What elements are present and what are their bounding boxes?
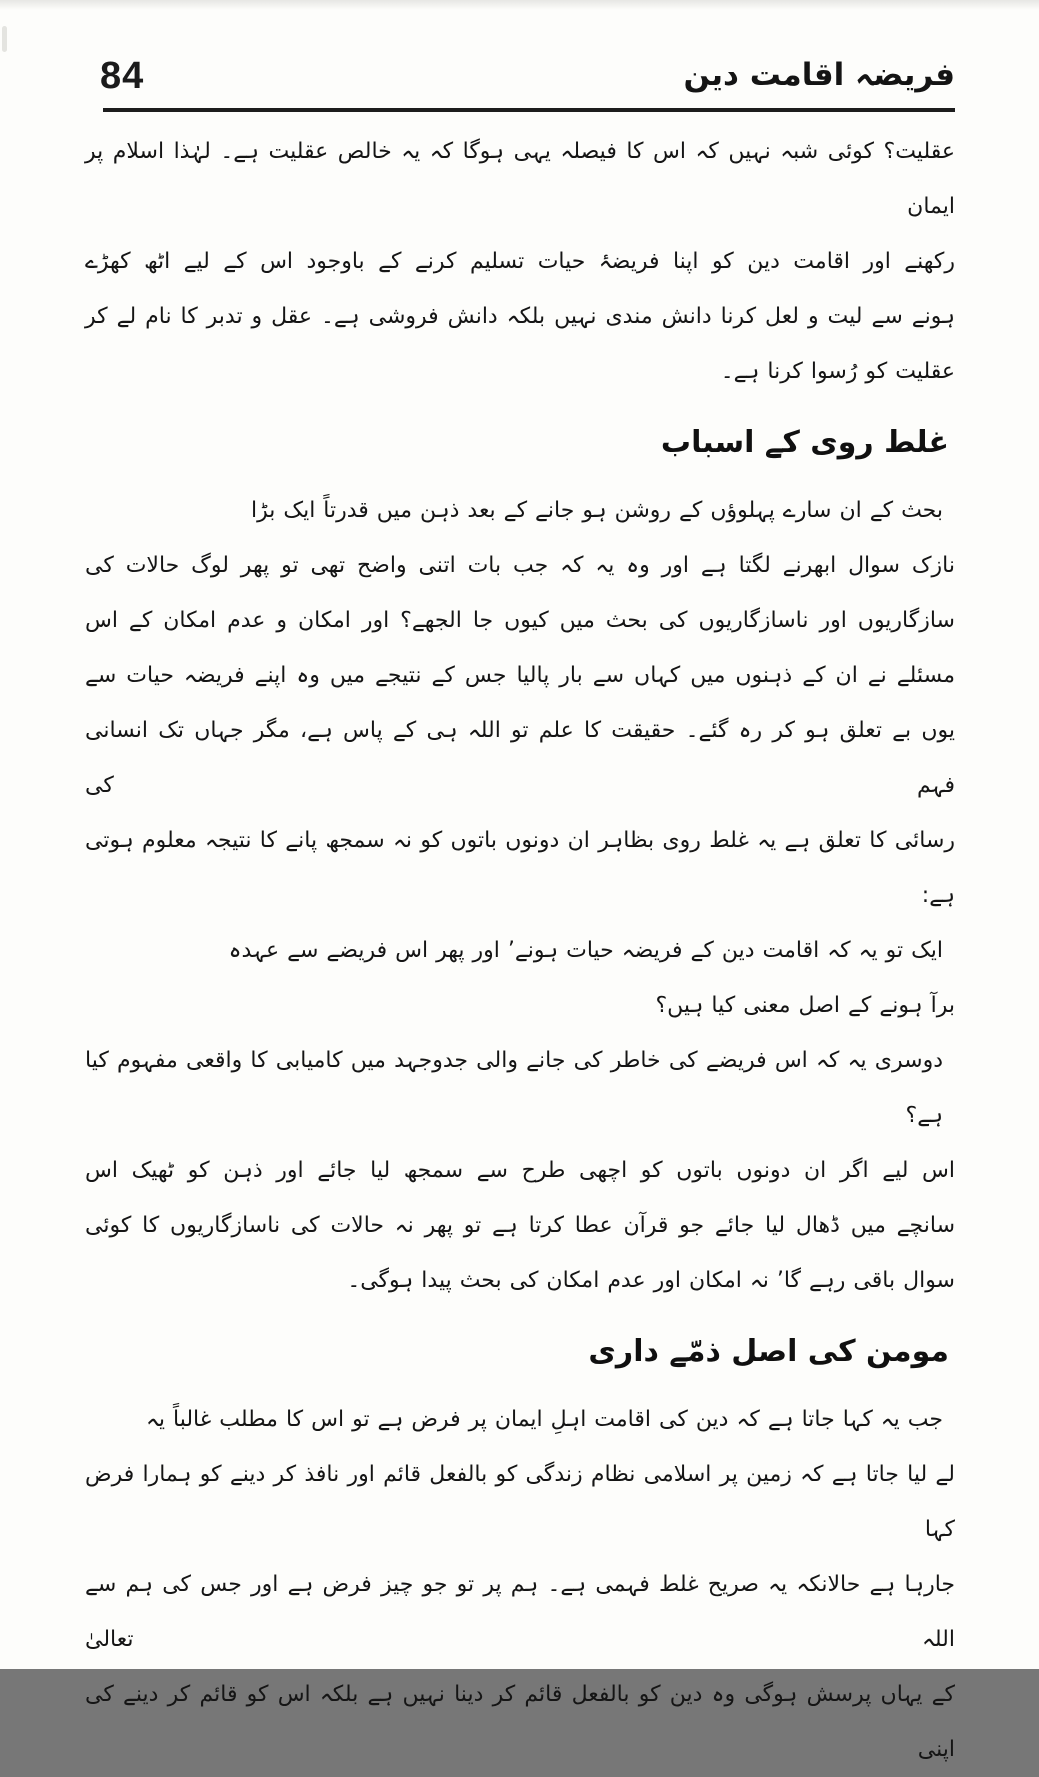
text-line: جارہا ہے حالانکہ یہ صریح غلط فہمی ہے۔ ہم پر تو جو چیز فرض ہے اور جس کی ہم سے اللہ تعالیٰ [85,1571,955,1652]
text-line: برآ ہونے کے اصل معنی کیا ہیں؟ [655,992,955,1018]
page-body [85,112,955,1777]
text-line: سوال باقی رہے گا’ نہ امکان اور عدم امکان کی بحث پیدا ہوگی۔ [347,1267,955,1293]
body-paragraph [85,483,955,923]
text-line: سانچے میں ڈھال لیا جائے جو قرآن عطا کرتا ہے تو پھر نہ حالات کی ناسازگاریوں کا کوئی [85,1212,955,1238]
text-line: دوسری یہ کہ اس فریضے کی خاطر کی جانے والی جدوجہد میں کامیابی کا واقعی مفہوم کیا ہے؟ [85,1047,943,1128]
section-heading: غلط روی کے اسباب [660,424,949,460]
text-line: جب یہ کہا جاتا ہے کہ دین کی اقامت اہلِ ایمان پر فرض ہے تو اس کا مطلب غالباً یہ [145,1406,943,1432]
page-header [85,0,955,112]
body-paragraph [85,1143,955,1308]
text-line: ایک تو یہ کہ اقامت دین کے فریضہ حیات ہونے’ اور پھر اس فریضے سے عہدہ [228,937,943,963]
section-heading: مومن کی اصل ذمّے داری [588,1333,949,1369]
text-line: یوں بے تعلق ہو کر رہ گئے۔ حقیقت کا علم تو اللہ ہی کے پاس ہے، مگر جہاں تک انسانی فہم کی [85,717,955,798]
text-line: سازگاریوں اور ناسازگاریوں کی بحث میں کیوں جا الجھے؟ اور امکان و عدم امکان کے اس [85,607,955,633]
text-line: عقلیت کو رُسوا کرنا ہے۔ [720,358,955,384]
text-line: ہونے سے لیت و لعل کرنا دانش مندی نہیں بلکہ دانش فروشی ہے۔ عقل و تدبر کا نام لے کر [85,303,955,329]
text-line: بحث کے ان سارے پہلوؤں کے روشن ہو جانے کے بعد ذہن میں قدرتاً ایک بڑا [251,497,943,523]
page-number: 84 [100,54,145,97]
text-line: رکھنے اور اقامت دین کو اپنا فریضۂ حیات تسلیم کرنے کے باوجود اس کے لیے اٹھ کھڑے [85,248,955,274]
body-paragraph [85,1033,955,1143]
text-line: عقلیت؟ کوئی شبہ نہیں کہ اس کا فیصلہ یہی ہوگا کہ یہ خالص عقلیت ہے۔ لہٰذا اسلام پر ایمان [85,138,955,219]
scan-smudge-artifact [2,26,7,52]
text-line: اس لیے اگر ان دونوں باتوں کو اچھی طرح سے سمجھ لیا جائے اور ذہن کو ٹھیک اس [85,1157,955,1183]
header-rule [103,108,955,112]
body-paragraph [85,1392,955,1777]
text-line: نازک سوال ابھرنے لگتا ہے اور وہ یہ کہ جب بات اتنی واضح تھی تو پھر لوگ حالات کی [85,552,955,578]
text-line: رسائی کا تعلق ہے یہ غلط روی بظاہر ان دونوں باتوں کو نہ سمجھ پانے کا نتیجہ معلوم ہوتی ہے: [85,827,955,908]
text-line: مسئلے نے ان کے ذہنوں میں کہاں سے بار پالیا جس کے نتیجے میں وہ اپنے فریضہ حیات سے [85,662,955,688]
text-line: لے لیا جاتا ہے کہ زمین پر اسلامی نظام زندگی کو بالفعل قائم اور نافذ کر دینے کو ہمارا فرض کہا [85,1461,955,1542]
running-title: فریضہ اقامت دین [683,57,955,93]
body-paragraph [85,923,955,1033]
text-line: کے یہاں پرسش ہوگی وہ دین کو بالفعل قائم کر دینا نہیں ہے بلکہ اس کو قائم کر دینے کی اپنی [85,1681,955,1762]
body-paragraph [85,124,955,399]
